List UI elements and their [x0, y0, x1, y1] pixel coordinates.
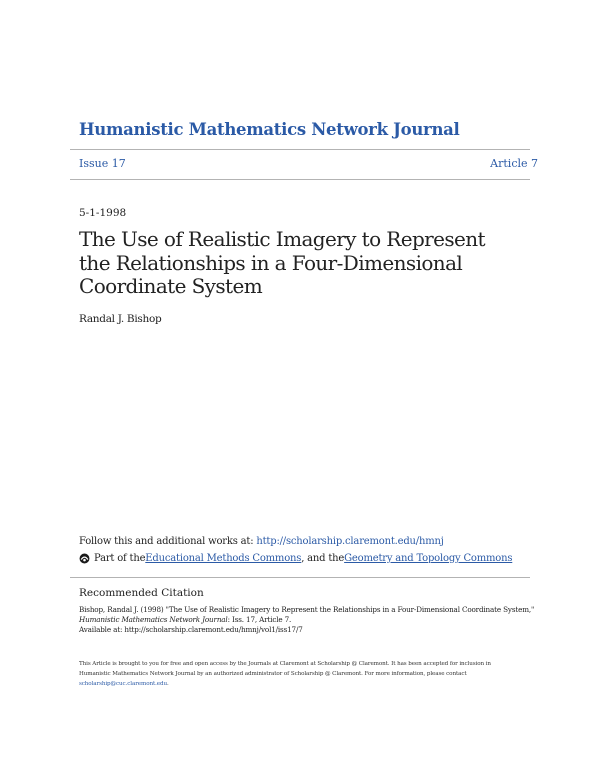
publication-date: 5-1-1998: [79, 207, 127, 219]
citation-journal: Humanistic Mathematics Network Journal: [79, 615, 228, 624]
divider: [70, 179, 530, 180]
part-of-prefix: Part of the: [94, 553, 146, 564]
issue-link[interactable]: Issue 17: [79, 157, 126, 170]
footer-contact: [79, 681, 169, 687]
follow-line: [79, 536, 444, 547]
citation-journal-line: [79, 615, 291, 624]
educational-methods-commons-link[interactable]: Educational Methods Commons: [145, 553, 302, 564]
collection-url-link[interactable]: http://scholarship.claremont.edu/hmnj: [256, 536, 444, 547]
article-title: The Use of Realistic Imagery to Represent the Relationships in a Four-Dimensional Coordinate System: [79, 227, 485, 298]
citation-available-at: Available at: http://scholarship.claremont.edu/hmnj/vol1/iss17/7: [79, 625, 303, 634]
divider: [70, 577, 530, 578]
part-of-line: [79, 553, 512, 564]
footer-notice: Humanistic Mathematics Network Journal by an authorized administrator of Scholarship @ Claremont. For more information, please contact: [79, 671, 467, 677]
bepress-logo-icon: [79, 553, 90, 564]
follow-prefix: Follow this and additional works at:: [79, 536, 257, 547]
contact-email-link[interactable]: scholarship@cuc.claremont.edu: [79, 681, 167, 687]
citation-heading: Recommended Citation: [79, 587, 204, 599]
author-name: Randal J. Bishop: [79, 313, 162, 325]
geometry-topology-commons-link[interactable]: Geometry and Topology Commons: [344, 553, 513, 564]
divider: [70, 149, 530, 150]
journal-title-link[interactable]: Humanistic Mathematics Network Journal: [79, 120, 460, 139]
footer-period: .: [167, 681, 169, 687]
citation-line: Bishop, Randal J. (1998) "The Use of Realistic Imagery to Represent the Relationships in a Four-Dimensional Coordinate System,": [79, 605, 535, 614]
footer-notice: This Article is brought to you for free and open access by the Journals at Claremont at Scholarship @ Claremont. It has been accepted for inclusion in: [79, 661, 491, 667]
and-text: , and the: [301, 553, 345, 564]
article-link[interactable]: Article 7: [490, 157, 538, 170]
citation-issue: : Iss. 17, Article 7.: [227, 615, 292, 624]
